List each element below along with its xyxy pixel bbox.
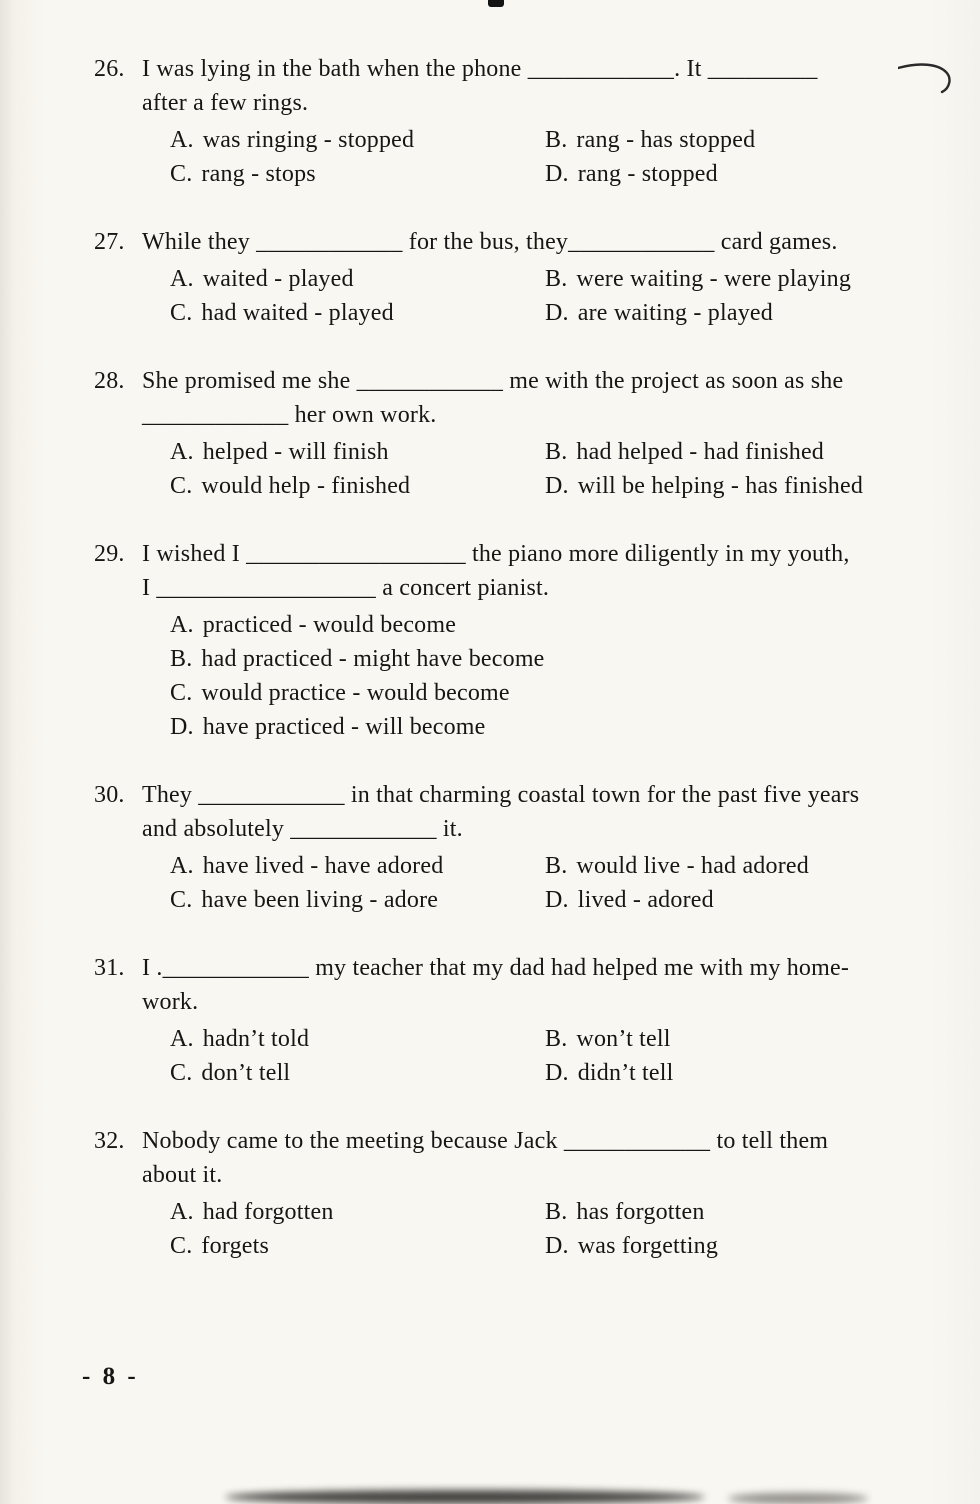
option-label: C. xyxy=(170,161,193,187)
options-grid xyxy=(170,849,952,917)
scan-stray-curve xyxy=(898,58,958,98)
option-d xyxy=(545,157,952,191)
option-a xyxy=(170,849,545,883)
question-28 xyxy=(94,364,952,503)
option-label: B. xyxy=(545,127,568,153)
question-stem-line: They ____________ in that charming coastal town for the past five years xyxy=(142,782,860,808)
option-label: C. xyxy=(170,680,193,706)
option-b xyxy=(545,262,952,296)
option-text: lived - adored xyxy=(577,887,714,913)
option-text: practiced - would become xyxy=(202,612,457,638)
options-grid xyxy=(170,1195,952,1263)
option-text: didn’t tell xyxy=(577,1060,674,1086)
option-text: had forgotten xyxy=(202,1199,334,1225)
option-text: waited - played xyxy=(202,266,354,292)
option-d xyxy=(545,1229,952,1263)
question-stem-line: I wished I __________________ the piano more diligently in my youth, xyxy=(142,541,850,567)
question-27 xyxy=(94,225,952,330)
option-label: D. xyxy=(545,161,569,187)
option-c xyxy=(170,1229,545,1263)
option-d xyxy=(545,883,952,917)
option-d xyxy=(545,296,952,330)
option-label: A. xyxy=(170,1199,194,1225)
question-stem-line: about it. xyxy=(142,1162,223,1188)
option-label: B. xyxy=(170,646,193,672)
option-text: was forgetting xyxy=(577,1233,719,1259)
option-text: would practice - would become xyxy=(201,680,510,706)
question-number: 29. xyxy=(94,541,125,567)
question-stem-line: Nobody came to the meeting because Jack ____________ to tell them xyxy=(142,1128,829,1154)
option-a xyxy=(170,435,545,469)
option-text: has forgotten xyxy=(576,1199,705,1225)
question-number: 31. xyxy=(94,955,125,981)
option-a xyxy=(170,123,545,157)
question-stem-line: She promised me she ____________ me with the project as soon as she xyxy=(142,368,844,394)
option-label: C. xyxy=(170,1233,193,1259)
question-number: 28. xyxy=(94,368,125,394)
option-text: will be helping - has finished xyxy=(577,473,864,499)
options-list xyxy=(170,608,952,744)
option-a xyxy=(170,1022,545,1056)
question-stem-line: I .____________ my teacher that my dad had helped me with my home- xyxy=(142,955,850,981)
option-text: rang - stops xyxy=(201,161,316,187)
option-b xyxy=(545,123,952,157)
option-c xyxy=(170,1056,545,1090)
options-grid xyxy=(170,435,952,503)
option-b xyxy=(545,435,952,469)
option-text: was ringing - stopped xyxy=(202,127,415,153)
option-label: C. xyxy=(170,300,193,326)
option-label: D. xyxy=(545,1060,569,1086)
option-text: are waiting - played xyxy=(577,300,773,326)
option-label: A. xyxy=(170,1026,194,1052)
option-a xyxy=(170,1195,545,1229)
option-text: had helped - had finished xyxy=(576,439,825,465)
option-text: helped - will finish xyxy=(202,439,389,465)
option-text: hadn’t told xyxy=(202,1026,310,1052)
option-text: had waited - played xyxy=(201,300,394,326)
option-c xyxy=(170,157,545,191)
page-number: - 8 - xyxy=(82,1363,139,1390)
option-label: A. xyxy=(170,439,194,465)
option-label: A. xyxy=(170,853,194,879)
option-label: A. xyxy=(170,127,194,153)
option-text: rang - has stopped xyxy=(576,127,756,153)
option-d xyxy=(545,1056,952,1090)
option-label: C. xyxy=(170,1060,193,1086)
question-stem-line: ____________ her own work. xyxy=(142,402,437,428)
option-d xyxy=(545,469,952,503)
scan-bottom-smudge-small xyxy=(728,1493,868,1504)
question-32 xyxy=(94,1124,952,1263)
option-text: rang - stopped xyxy=(577,161,718,187)
option-b xyxy=(545,849,952,883)
question-30 xyxy=(94,778,952,917)
scan-bottom-smudge xyxy=(225,1490,705,1504)
question-stem-line: While they ____________ for the bus, they____________ card games. xyxy=(142,229,838,255)
option-label: D. xyxy=(545,887,569,913)
option-b xyxy=(545,1195,952,1229)
question-number: 30. xyxy=(94,782,125,808)
option-text: had practiced - might have become xyxy=(201,646,545,672)
options-grid xyxy=(170,1022,952,1090)
question-31 xyxy=(94,951,952,1090)
option-c xyxy=(170,676,952,710)
option-b xyxy=(545,1022,952,1056)
option-text: won’t tell xyxy=(576,1026,671,1052)
option-label: B. xyxy=(545,853,568,879)
option-text: would help - finished xyxy=(201,473,411,499)
options-grid xyxy=(170,123,952,191)
option-c xyxy=(170,469,545,503)
options-grid xyxy=(170,262,952,330)
option-label: D. xyxy=(545,1233,569,1259)
question-stem-line: work. xyxy=(142,989,199,1015)
option-text: have practiced - will become xyxy=(202,714,486,740)
option-d xyxy=(170,710,952,744)
option-label: A. xyxy=(170,266,194,292)
question-number: 32. xyxy=(94,1128,125,1154)
option-text: have been living - adore xyxy=(201,887,439,913)
option-label: B. xyxy=(545,1026,568,1052)
option-a xyxy=(170,262,545,296)
option-label: A. xyxy=(170,612,194,638)
option-text: forgets xyxy=(201,1233,270,1259)
option-text: were waiting - were playing xyxy=(576,266,852,292)
question-number: 26. xyxy=(94,56,125,82)
option-c xyxy=(170,883,545,917)
option-label: C. xyxy=(170,473,193,499)
option-label: D. xyxy=(545,473,569,499)
question-stem-line: I was lying in the bath when the phone ____________. It _________ xyxy=(142,56,818,82)
question-stem-line: I __________________ a concert pianist. xyxy=(142,575,550,601)
option-c xyxy=(170,296,545,330)
option-b xyxy=(170,642,952,676)
question-26 xyxy=(94,52,952,191)
question-stem-line: and absolutely ____________ it. xyxy=(142,816,463,842)
option-a xyxy=(170,608,952,642)
option-label: D. xyxy=(545,300,569,326)
option-label: D. xyxy=(170,714,194,740)
option-label: B. xyxy=(545,1199,568,1225)
question-number: 27. xyxy=(94,229,125,255)
question-stem-line: after a few rings. xyxy=(142,90,309,116)
question-29 xyxy=(94,537,952,744)
option-text: have lived - have adored xyxy=(202,853,444,879)
option-label: B. xyxy=(545,266,568,292)
option-text: don’t tell xyxy=(201,1060,291,1086)
option-label: B. xyxy=(545,439,568,465)
option-label: C. xyxy=(170,887,193,913)
option-text: would live - had adored xyxy=(576,853,809,879)
